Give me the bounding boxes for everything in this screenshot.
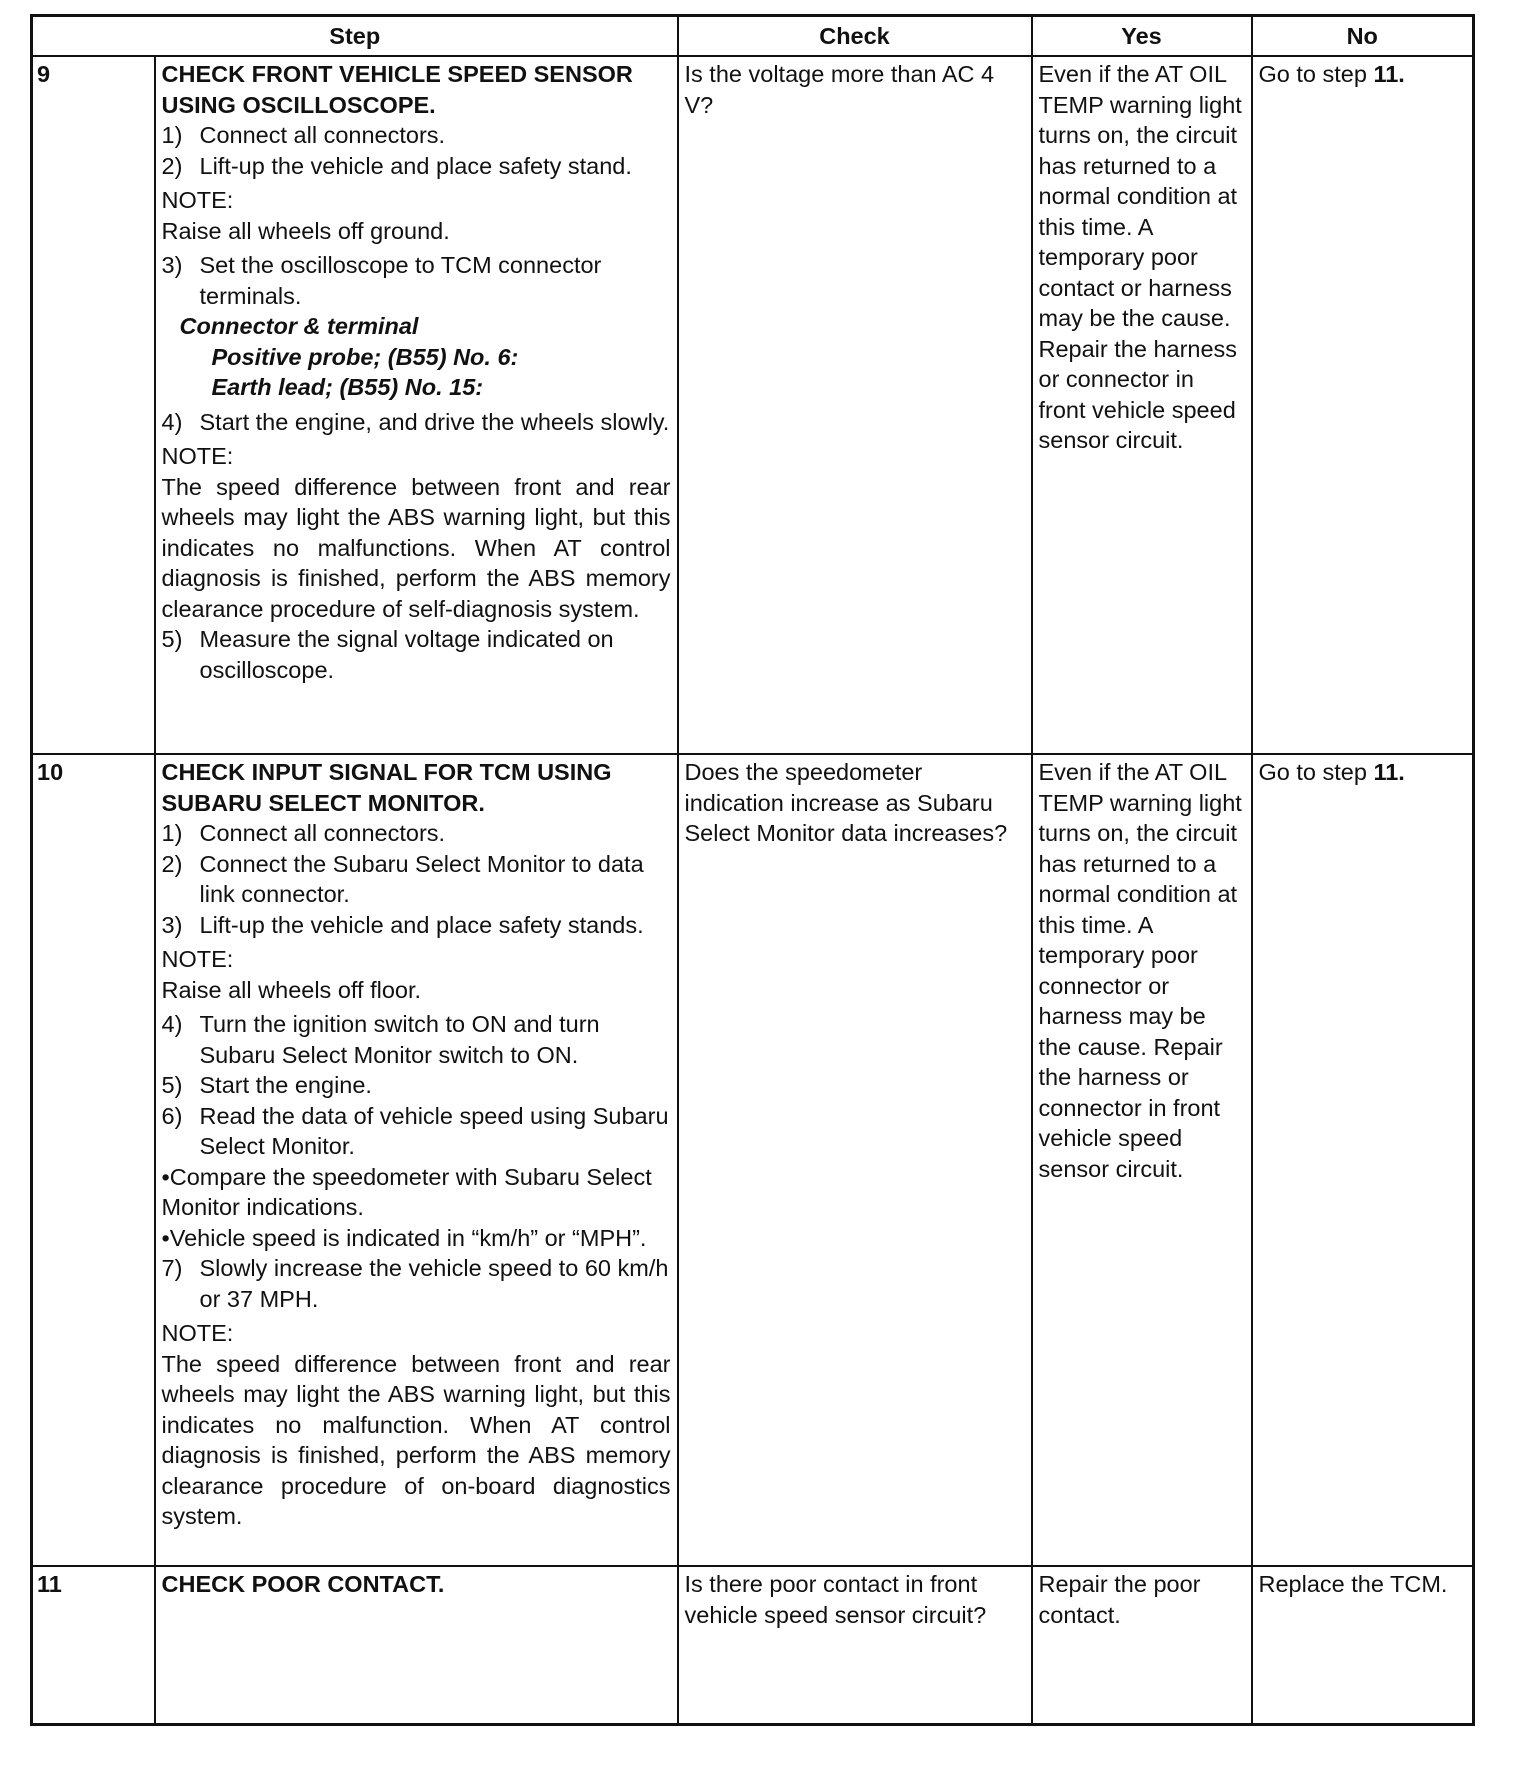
step-item-text: Lift-up the vehicle and place safety stand. (199, 152, 632, 179)
step-reference: 11. (1373, 61, 1405, 87)
step-item-number: 5) (161, 1072, 183, 1098)
step-item-text: Read the data of vehicle speed using Subaru Select Monitor. (199, 1102, 669, 1159)
step-item-number: 2) (161, 152, 183, 179)
note-text: Raise all wheels off ground. (161, 217, 450, 244)
step-item-text: Turn the ignition switch to ON and turn Subaru Select Monitor switch to ON. (199, 1011, 600, 1068)
spec-line: Positive probe; (B55) No. 6: (211, 343, 519, 370)
diagnostic-table (30, 14, 1475, 1726)
step-item-text: Start the engine. (199, 1072, 372, 1098)
note-label: NOTE: (161, 443, 234, 469)
step-item-number: 7) (161, 1255, 183, 1281)
step-item-number: 3) (161, 911, 183, 938)
check-cell: Is there poor contact in front vehicle speed sensor circuit? (678, 1566, 1032, 1724)
no-text: Go to step (1258, 759, 1374, 785)
check-cell: Is the voltage more than AC 4 V? (678, 56, 1032, 754)
no-cell (1252, 56, 1474, 754)
note-label: NOTE: (161, 187, 234, 213)
no-cell: Replace the TCM. (1252, 1566, 1474, 1724)
header-no: No (1252, 16, 1474, 57)
note-text: The speed difference between front and rear wheels may light the ABS warning light, but this indicates no malfunction. When AT control diagnosis is finished, perform the ABS memory clearance procedure of on-board diagnostics system. (161, 1350, 671, 1529)
note-label: NOTE: (161, 1320, 234, 1346)
spec-heading: Connector & terminal (179, 313, 419, 339)
no-cell (1252, 754, 1474, 1566)
step-number: 9 (32, 56, 155, 754)
no-text: Go to step (1258, 61, 1374, 87)
step-description (155, 1566, 678, 1724)
step-reference: 11. (1373, 759, 1405, 785)
table-row (32, 56, 1474, 754)
header-row (32, 16, 1474, 57)
step-item-text: Connect all connectors. (199, 122, 446, 148)
table-row (32, 1566, 1474, 1724)
yes-cell: Even if the AT OIL TEMP warning light turns on, the circuit has returned to a normal condition at this time. A temporary poor connector or harness may be the cause. Repair the harness or connector in front vehicle speed sensor circuit. (1032, 754, 1252, 1566)
step-item-number: 1) (161, 122, 183, 148)
spec-line: Earth lead; (B55) No. 15: (211, 374, 484, 400)
step-item-text: Start the engine, and drive the wheels slowly. (199, 408, 670, 435)
step-item-number: 5) (161, 626, 183, 652)
bullet-text: •Vehicle speed is indicated in “km/h” or “MPH”. (161, 1224, 647, 1251)
step-item-text: Slowly increase the vehicle speed to 60 km/h or 37 MPH. (199, 1255, 669, 1312)
step-item-number: 1) (161, 820, 183, 846)
step-description (155, 56, 678, 754)
step-item-number: 4) (161, 1011, 183, 1037)
step-item-text: Measure the signal voltage indicated on oscilloscope. (199, 626, 614, 683)
step-item-number: 3) (161, 252, 183, 278)
step-item-number: 6) (161, 1102, 183, 1129)
header-step: Step (32, 16, 678, 57)
step-number: 11 (32, 1566, 155, 1724)
step-title: CHECK INPUT SIGNAL FOR TCM USING SUBARU SELECT MONITOR. (161, 759, 612, 816)
header-yes: Yes (1032, 16, 1252, 57)
step-description (155, 754, 678, 1566)
header-check: Check (678, 16, 1032, 57)
step-item-text: Connect the Subaru Select Monitor to data link connector. (199, 850, 644, 907)
check-cell: Does the speedometer indication increase as Subaru Select Monitor data increases? (678, 754, 1032, 1566)
note-label: NOTE: (161, 946, 234, 972)
bullet-text: •Compare the speedometer with Subaru Select Monitor indications. (161, 1163, 652, 1220)
table-row (32, 754, 1474, 1566)
step-title: CHECK POOR CONTACT. (161, 1571, 445, 1597)
step-item-text: Connect all connectors. (199, 820, 446, 846)
step-item-number: 2) (161, 850, 183, 877)
note-text: Raise all wheels off floor. (161, 976, 422, 1003)
step-title: CHECK FRONT VEHICLE SPEED SENSOR USING OSCILLOSCOPE. (161, 61, 633, 118)
note-text: The speed difference between front and rear wheels may light the ABS warning light, but this indicates no malfunctions. When AT control diagnosis is finished, perform the ABS memory clearance procedure of self-diagnosis system. (161, 473, 671, 622)
step-item-text: Set the oscilloscope to TCM connector terminals. (199, 252, 602, 309)
step-number: 10 (32, 754, 155, 1566)
yes-cell: Repair the poor contact. (1032, 1566, 1252, 1724)
step-item-text: Lift-up the vehicle and place safety stands. (199, 911, 644, 938)
step-item-number: 4) (161, 408, 183, 435)
yes-cell: Even if the AT OIL TEMP warning light turns on, the circuit has returned to a normal condition at this time. A temporary poor contact or harness may be the cause. Repair the harness or connector in front vehicle speed sensor circuit. (1032, 56, 1252, 754)
